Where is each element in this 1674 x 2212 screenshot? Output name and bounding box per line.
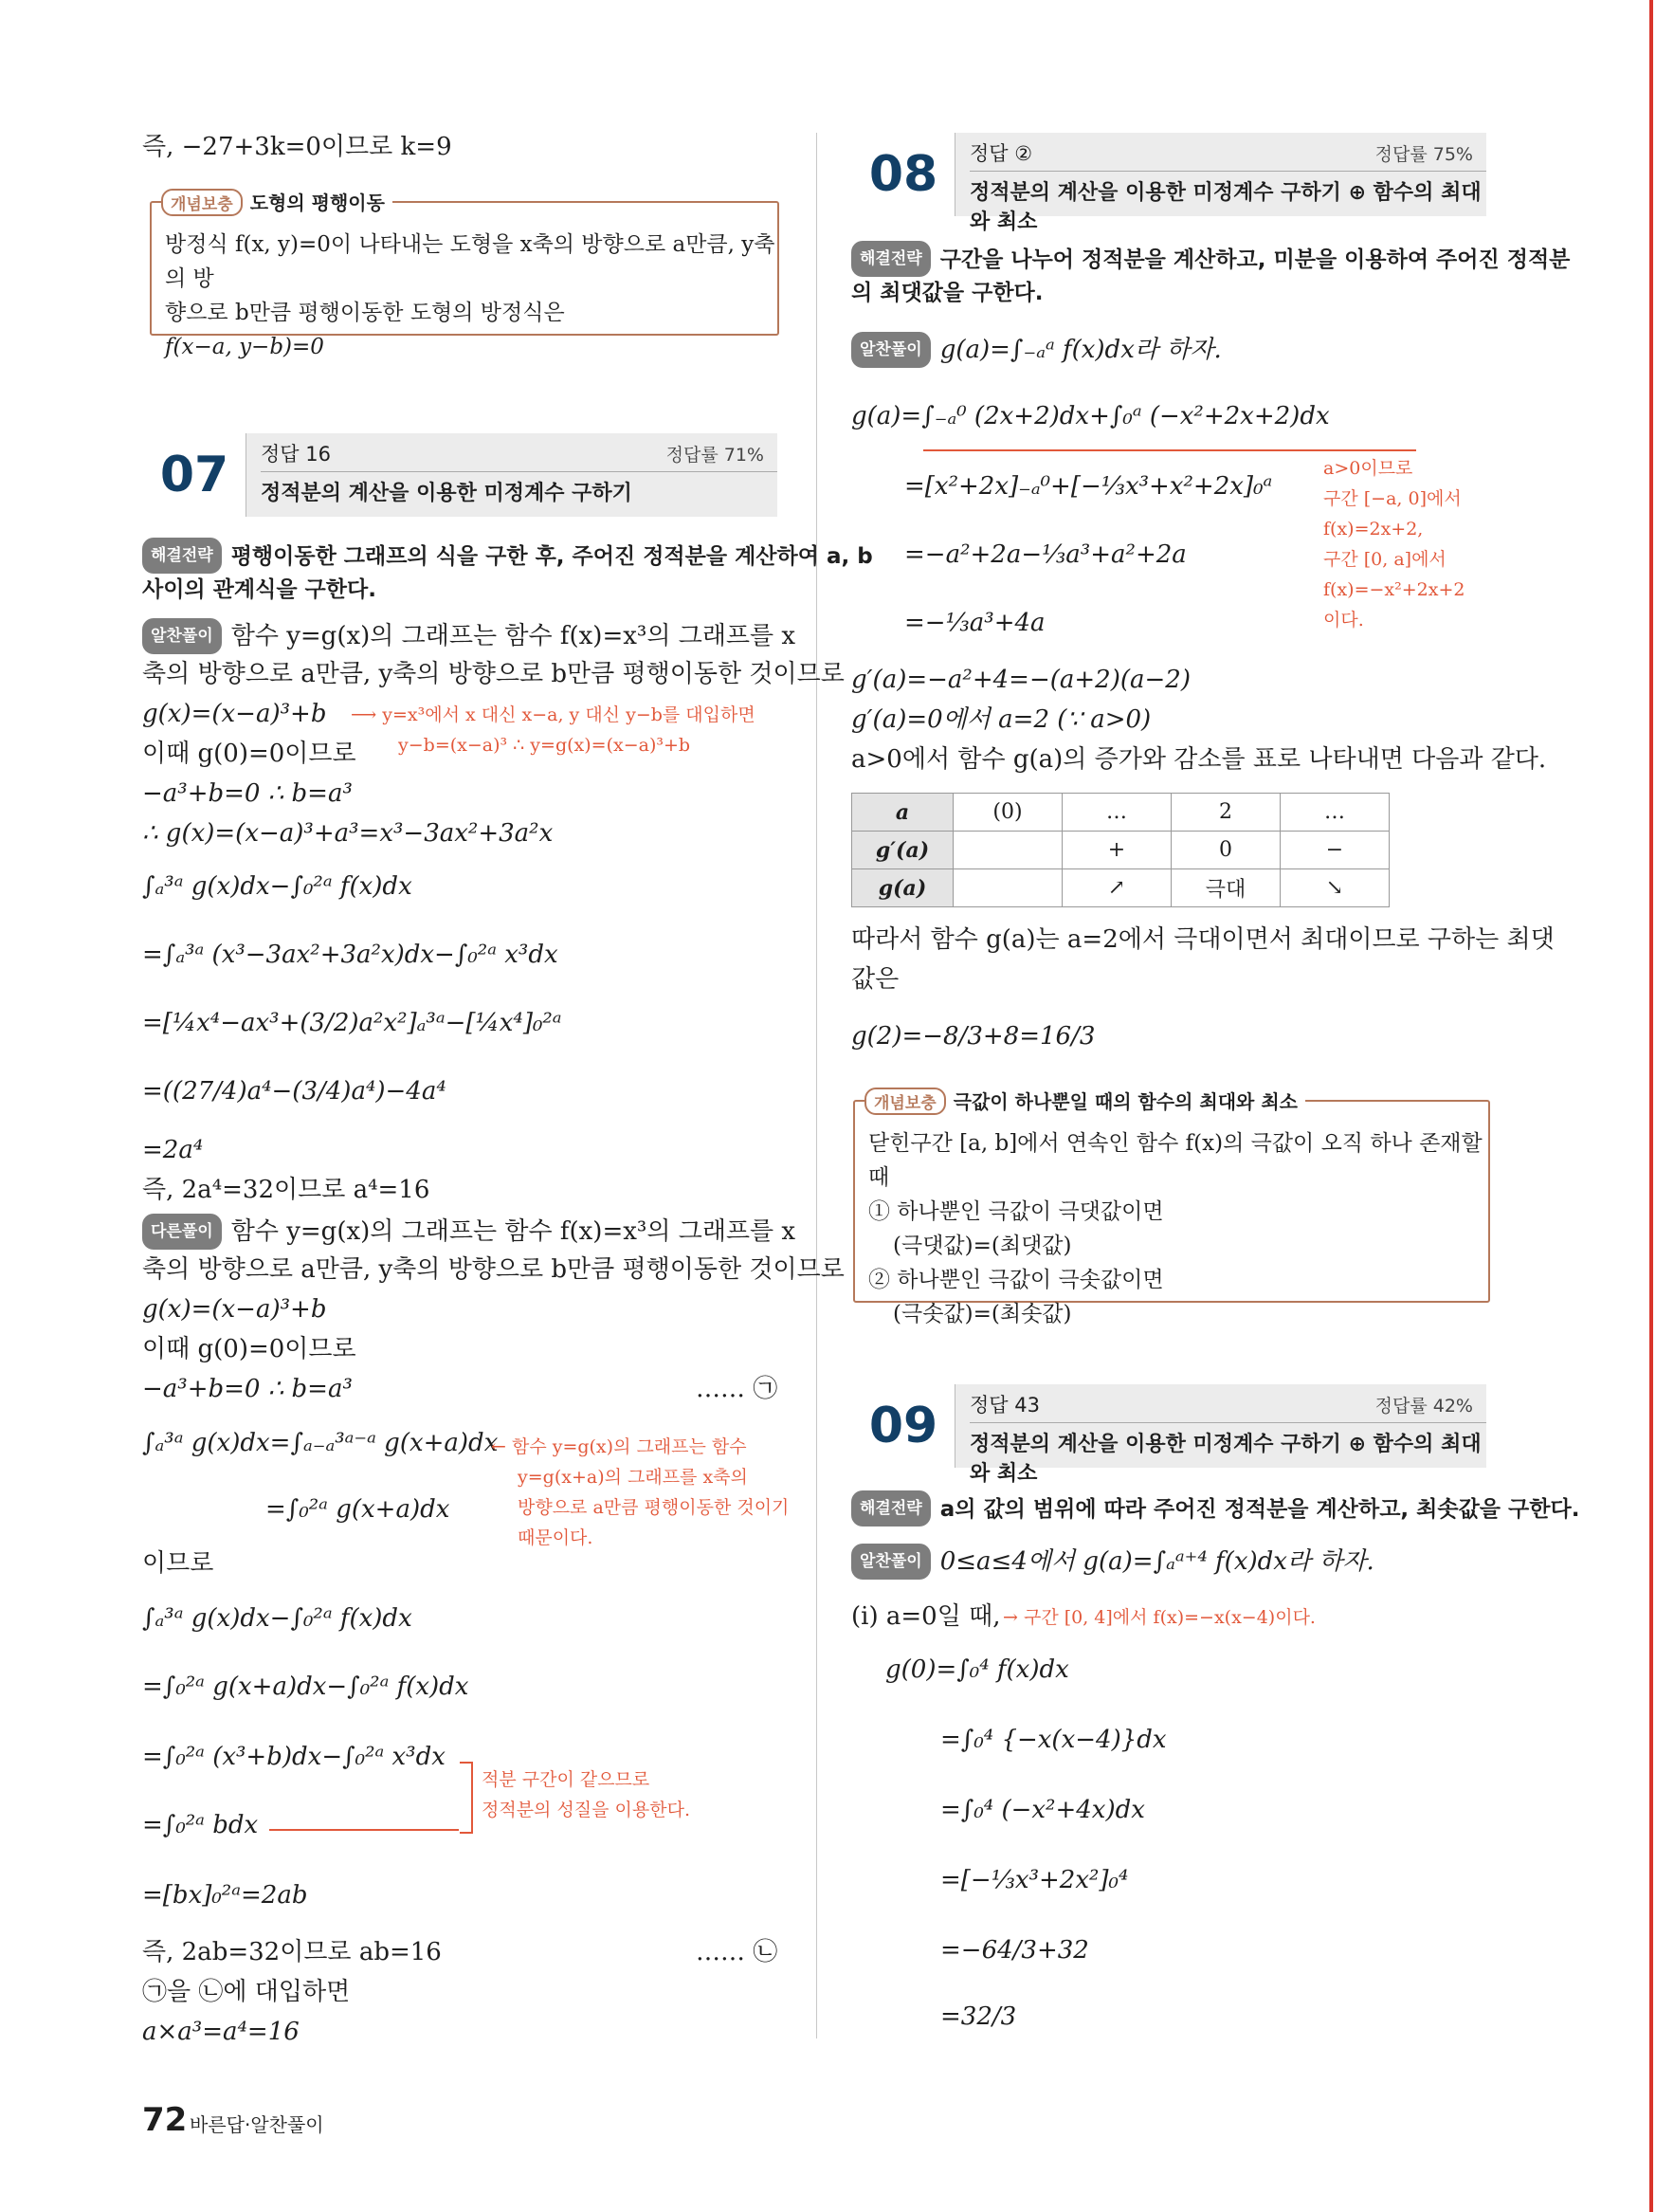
solution-badge: 알찬풀이 (142, 618, 222, 654)
solution-line: 즉, 2a⁴=32이므로 a⁴=16 (142, 1176, 430, 1204)
table-cell: 2 (1172, 794, 1281, 832)
solution-line: =∫₀⁴ {−x(x−4)}dx (940, 1726, 1167, 1754)
correct-rate: 정답률 42% (1374, 1396, 1473, 1417)
concept-line: f(x−a, y−b)=0 (165, 335, 324, 359)
solution-line: g(a)=∫₋ₐ⁰ (2x+2)dx+∫₀ᵃ (−x²+2x+2)dx (851, 402, 1330, 430)
problem-number: 08 (851, 133, 955, 216)
strategy-line: 의 최댓값을 구한다. (851, 281, 1044, 305)
alt-solution-line: 즉, 2ab=32이므로 ab=16 (142, 1938, 442, 1966)
solution-line: −a³+b=0 ∴ b=a³ (142, 779, 353, 808)
annotation-line: 방향으로 a만큼 평행이동한 것이기 (518, 1497, 790, 1518)
annotation-line: f(x)=−x²+2x+2 (1323, 579, 1465, 600)
solution-line: 축의 방향으로 a만큼, y축의 방향으로 b만큼 평행이동한 것이므로 (142, 660, 845, 688)
arrow-annotation (269, 1829, 459, 1831)
problem-09-header (851, 1384, 1486, 1486)
solution-line: =[−⅓x³+2x²]₀⁴ (940, 1866, 1129, 1894)
correct-rate: 정답률 71% (665, 445, 764, 466)
top-line: 즉, −27+3k=0이므로 k=9 (142, 133, 452, 161)
annotation-line: 적분 구간이 같으므로 (482, 1769, 650, 1790)
concept-line: 향으로 b만큼 평행이동한 도형의 방정식은 (165, 301, 565, 325)
concept-box-translation (150, 192, 779, 359)
solution-line: =[x²+2x]₋ₐ⁰+[−⅓x³+x²+2x]₀ᵃ (904, 472, 1273, 501)
solution-line: =∫₀⁴ (−x²+4x)dx (940, 1796, 1145, 1824)
alt-solution-line: 이므로 (142, 1549, 214, 1578)
solution-line: =[¼x⁴−ax³+(3/2)a²x²]ₐ³ᵃ−[¼x⁴]₀²ᵃ (142, 1009, 562, 1037)
alt-solution-badge: 다른풀이 (142, 1214, 222, 1250)
strategy-line: 해결전략 평행이동한 그래프의 식을 구한 후, 주어진 정적분을 계산하여 a, b (142, 538, 873, 574)
table-cell: … (1281, 794, 1390, 832)
conclusion-line: 따라서 함수 g(a)는 a=2에서 극대이면서 최대이므로 구하는 최댓 (851, 925, 1555, 954)
solution-line: =32/3 (940, 2002, 1017, 2031)
concept-line: (극솟값)=(최솟값) (893, 1302, 1072, 1326)
solution-line: 알찬풀이 0≤a≤4에서 g(a)=∫ₐᵃ⁺⁴ f(x)dx라 하자. (851, 1544, 1374, 1580)
equation-mark-1: …… ㉠ (696, 1375, 778, 1403)
concept-box-extremum (853, 1090, 1490, 1326)
alt-solution-line: =∫₀²ᵃ g(x+a)dx−∫₀²ᵃ f(x)dx (142, 1673, 469, 1701)
alt-solution-line: =∫₀²ᵃ bdx (142, 1811, 259, 1839)
solution-line: =−⅓a³+4a (904, 609, 1046, 637)
annotation-line: y=g(x+a)의 그래프를 x축의 (518, 1467, 748, 1488)
equation-mark-2: …… ㉡ (696, 1938, 778, 1966)
topic-label: 정적분의 계산을 이용한 미정계수 구하기 (261, 482, 632, 505)
answer-label: 정답 16 (261, 443, 331, 466)
alt-solution-line: =∫₀²ᵃ (x³+b)dx−∫₀²ᵃ x³dx (142, 1743, 446, 1771)
alt-solution-line: 다른풀이 함수 y=g(x)의 그래프는 함수 f(x)=x³의 그래프를 x (142, 1214, 795, 1250)
alt-solution-line: ∫ₐ³ᵃ g(x)dx−∫₀²ᵃ f(x)dx (142, 1604, 412, 1633)
strategy-badge: 해결전략 (851, 241, 931, 277)
problem-08-header (851, 133, 1486, 234)
annotation-line: y−b=(x−a)³ ∴ y=g(x)=(x−a)³+b (398, 735, 691, 756)
case-line: (i) a=0일 때, (851, 1602, 1001, 1631)
table-cell (954, 832, 1063, 869)
solution-line: 알찬풀이 함수 y=g(x)의 그래프는 함수 f(x)=x³의 그래프를 x (142, 618, 795, 654)
annotation-line: → 구간 [0, 4]에서 f(x)=−x(x−4)이다. (1003, 1607, 1316, 1628)
strategy-badge: 해결전략 (142, 538, 222, 574)
solution-line: 이때 g(0)=0이므로 (142, 740, 356, 768)
footer-label: 바른답·알찬풀이 (190, 2113, 324, 2136)
strategy-badge: 해결전략 (851, 1490, 931, 1526)
annotation-line: 구간 [0, a]에서 (1323, 549, 1447, 570)
annotation-line: 때문이다. (518, 1527, 593, 1548)
header-rule (970, 171, 1486, 172)
answer-label: 정답 ② (970, 142, 1033, 165)
concept-title: 극값이 하나뿐일 때의 함수의 최대와 최소 (953, 1090, 1298, 1113)
alt-solution-line: =∫₀²ᵃ g(x+a)dx (265, 1495, 450, 1524)
solution-line: a>0에서 함수 g(a)의 증가와 감소를 표로 나타내면 다음과 같다. (851, 745, 1547, 774)
solution-line: ∫ₐ³ᵃ g(x)dx−∫₀²ᵃ f(x)dx (142, 872, 412, 901)
table-cell (954, 869, 1063, 907)
solution-line: g′(a)=−a²+4=−(a+2)(a−2) (851, 666, 1191, 694)
strategy-line: 사이의 관계식을 구한다. (142, 577, 376, 602)
column-divider (816, 133, 817, 2038)
concept-pill: 개념보충 (864, 1088, 946, 1115)
solution-line: =∫ₐ³ᵃ (x³−3ax²+3a²x)dx−∫₀²ᵃ x³dx (142, 941, 558, 969)
answer-label: 정답 43 (970, 1394, 1040, 1417)
annotation-line: 정적분의 성질을 이용한다. (482, 1800, 691, 1820)
table-cell: ↘ (1281, 869, 1390, 907)
concept-pill: 개념보충 (161, 189, 243, 216)
concept-line: 방정식 f(x, y)=0이 나타내는 도형을 x축의 방향으로 a만큼, y축의 방 (165, 232, 775, 291)
alt-solution-line: 이때 g(0)=0이므로 (142, 1335, 356, 1363)
annotation-arrow-1: ⟶ y=x³에서 x 대신 x−a, y 대신 y−b를 대입하면 (351, 704, 755, 725)
strategy-line: 해결전략 구간을 나누어 정적분을 계산하고, 미분을 이용하여 주어진 정적분 (851, 241, 1570, 277)
annotation-line: 이다. (1323, 610, 1364, 631)
concept-line: (극댓값)=(최댓값) (893, 1234, 1072, 1258)
solution-line: =−a²+2a−⅓a³+a²+2a (904, 540, 1187, 569)
annotation-bracket (923, 449, 1416, 451)
page-number: 72 (142, 2101, 188, 2139)
solution-badge: 알찬풀이 (851, 332, 931, 368)
table-cell: 극대 (1172, 869, 1281, 907)
solution-line: g′(a)=0에서 a=2 (∵ a>0) (851, 705, 1152, 734)
solution-line: =2a⁴ (142, 1136, 204, 1164)
table-row (852, 832, 1390, 869)
table-header-cell: g(a) (852, 869, 954, 907)
table-cell: (0) (954, 794, 1063, 832)
solution-line: =−64/3+32 (940, 1936, 1089, 1965)
annotation-line: f(x)=2x+2, (1323, 519, 1424, 539)
conclusion-line: g(2)=−8/3+8=16/3 (851, 1022, 1096, 1051)
solution-line: 알찬풀이 g(a)=∫₋ₐᵃ f(x)dx라 하자. (851, 332, 1222, 368)
table-header-cell: g′(a) (852, 832, 954, 869)
strategy-line: 해결전략 a의 값의 범위에 따라 주어진 정적분을 계산하고, 최솟값을 구한다. (851, 1490, 1579, 1526)
table-cell: + (1063, 832, 1172, 869)
annotation-line: ← 함수 y=g(x)의 그래프는 함수 (491, 1436, 747, 1457)
table-row (852, 794, 1390, 832)
concept-title: 도형의 평행이동 (249, 192, 385, 214)
header-rule (970, 1422, 1486, 1423)
page-edge-stripe (1649, 0, 1653, 2212)
topic-label: 정적분의 계산을 이용한 미정계수 구하기 ⊕ 함수의 최대와 최소 (970, 181, 1482, 234)
header-rule (261, 471, 777, 472)
alt-solution-line: ㉠을 ㉡에 대입하면 (142, 1978, 351, 2006)
annotation-line: 구간 [−a, 0]에서 (1323, 488, 1462, 509)
alt-solution-line: a×a³=a⁴=16 (142, 2018, 300, 2046)
concept-line: 닫힌구간 [a, b]에서 연속인 함수 f(x)의 극값이 오직 하나 존재할 때 (868, 1131, 1483, 1190)
solution-badge: 알찬풀이 (851, 1544, 931, 1580)
table-cell: 0 (1172, 832, 1281, 869)
table-header-cell: a (852, 794, 954, 832)
correct-rate: 정답률 75% (1374, 144, 1473, 165)
alt-solution-line: g(x)=(x−a)³+b (142, 1295, 327, 1324)
table-cell: ↗ (1063, 869, 1172, 907)
alt-solution-line: −a³+b=0 ∴ b=a³ (142, 1375, 353, 1403)
topic-label: 정적분의 계산을 이용한 미정계수 구하기 ⊕ 함수의 최대와 최소 (970, 1433, 1482, 1486)
alt-solution-line: =[bx]₀²ᵃ=2ab (142, 1881, 308, 1910)
annotation-line: a>0이므로 (1323, 458, 1413, 479)
solution-line: =((27/4)a⁴−(3/4)a⁴)−4a⁴ (142, 1077, 446, 1106)
bracket-annotation (460, 1762, 473, 1834)
solution-line: g(0)=∫₀⁴ f(x)dx (885, 1655, 1069, 1684)
problem-number: 09 (851, 1384, 955, 1468)
solution-line: g(x)=(x−a)³+b (142, 700, 327, 728)
conclusion-line: 값은 (851, 965, 900, 994)
table-row (852, 869, 1390, 907)
alt-solution-line: 축의 방향으로 a만큼, y축의 방향으로 b만큼 평행이동한 것이므로 (142, 1255, 845, 1284)
increase-decrease-table (851, 793, 1390, 907)
concept-line: ① 하나뿐인 극값이 극댓값이면 (868, 1199, 1164, 1224)
solution-line: ∴ g(x)=(x−a)³+a³=x³−3ax²+3a²x (142, 819, 554, 848)
alt-solution-line: ∫ₐ³ᵃ g(x)dx=∫ₐ₋ₐ³ᵃ⁻ᵃ g(x+a)dx (142, 1429, 499, 1457)
concept-line: ② 하나뿐인 극값이 극솟값이면 (868, 1268, 1164, 1292)
problem-07-header (142, 433, 777, 517)
table-cell: … (1063, 794, 1172, 832)
problem-number: 07 (142, 433, 246, 517)
table-cell: − (1281, 832, 1390, 869)
